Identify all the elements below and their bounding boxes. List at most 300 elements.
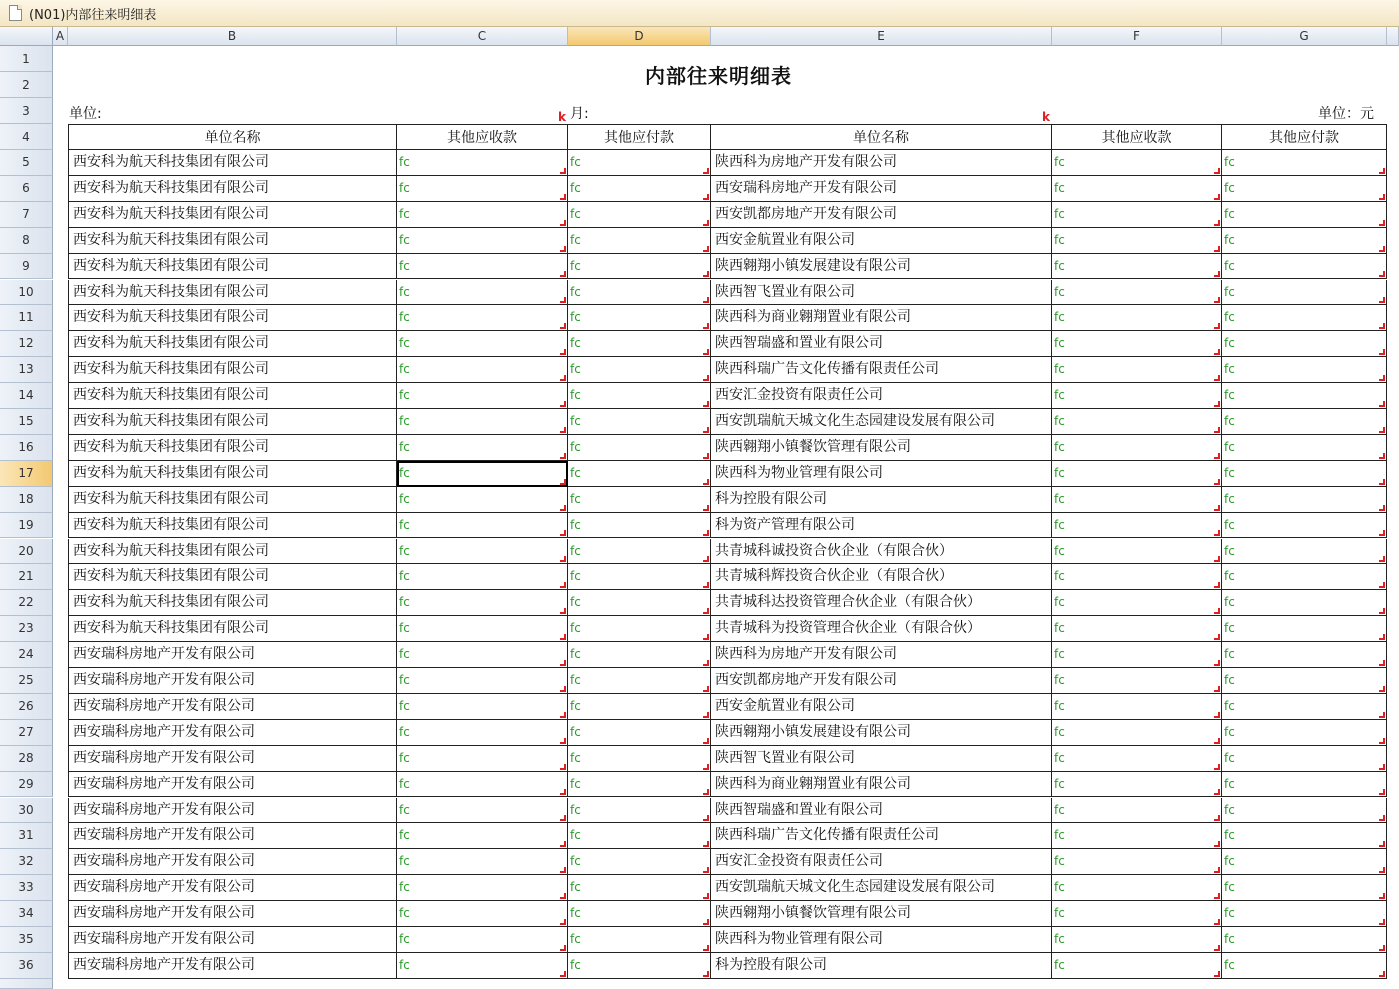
amount-cell[interactable] — [568, 383, 711, 409]
unit-name-cell[interactable]: 西安科为航天科技集团有限公司 — [68, 331, 397, 357]
counterparty-name-cell[interactable]: 陕西智瑞盛和置业有限公司 — [711, 798, 1052, 824]
amount-cell[interactable] — [568, 953, 711, 979]
comment-marker — [1214, 634, 1220, 640]
column-header-d[interactable]: D — [568, 27, 711, 46]
amount-cell[interactable] — [1052, 616, 1222, 642]
amount-cell[interactable] — [568, 409, 711, 435]
column-header-b[interactable]: B — [68, 27, 397, 46]
formula-text: fc — [1054, 388, 1065, 403]
comment-marker — [703, 815, 709, 821]
counterparty-name-cell[interactable]: 西安汇金投资有限责任公司 — [711, 383, 1052, 409]
comment-marker — [1379, 634, 1385, 640]
row-header-21[interactable]: 21 — [0, 564, 53, 590]
amount-cell[interactable] — [397, 927, 568, 953]
amount-cell[interactable] — [568, 305, 711, 331]
comment-marker — [1214, 815, 1220, 821]
amount-cell[interactable] — [397, 487, 568, 513]
amount-cell[interactable] — [1222, 280, 1387, 306]
unit-name-cell[interactable]: 西安科为航天科技集团有限公司 — [68, 539, 397, 565]
amount-cell[interactable] — [397, 772, 568, 798]
amount-cell[interactable] — [1222, 487, 1387, 513]
amount-cell[interactable] — [1052, 254, 1222, 280]
row-header-29[interactable]: 29 — [0, 772, 53, 798]
amount-cell[interactable] — [397, 798, 568, 824]
amount-cell[interactable] — [1222, 564, 1387, 590]
unit-name-cell[interactable]: 西安瑞科房地产开发有限公司 — [68, 668, 397, 694]
formula-text: fc — [399, 336, 410, 351]
formula-text: fc — [1224, 206, 1235, 221]
counterparty-name-cell[interactable]: 陕西翱翔小镇发展建设有限公司 — [711, 254, 1052, 280]
amount-cell[interactable] — [1052, 720, 1222, 746]
amount-cell[interactable] — [1052, 823, 1222, 849]
unit-name-cell[interactable]: 西安瑞科房地产开发有限公司 — [68, 823, 397, 849]
formula-text: fc — [399, 517, 410, 532]
counterparty-name-cell[interactable]: 陕西翱翔小镇发展建设有限公司 — [711, 720, 1052, 746]
amount-cell[interactable] — [1222, 150, 1387, 176]
comment-marker — [560, 220, 566, 226]
amount-cell[interactable] — [568, 202, 711, 228]
counterparty-name-cell[interactable]: 陕西智飞置业有限公司 — [711, 746, 1052, 772]
amount-cell[interactable] — [397, 409, 568, 435]
row-header-27[interactable]: 27 — [0, 720, 53, 746]
table-header-6: 其他应付款 — [1222, 124, 1387, 150]
amount-cell[interactable] — [397, 590, 568, 616]
amount-cell[interactable] — [1052, 953, 1222, 979]
unit-name-cell[interactable]: 西安科为航天科技集团有限公司 — [68, 409, 397, 435]
amount-cell[interactable] — [568, 513, 711, 539]
counterparty-name-cell[interactable]: 西安瑞科房地产开发有限公司 — [711, 176, 1052, 202]
formula-text: fc — [399, 802, 410, 817]
sheet-title: 内部往来明细表 — [645, 64, 792, 88]
formula-text: fc — [1054, 517, 1065, 532]
amount-cell[interactable] — [397, 823, 568, 849]
counterparty-name-cell[interactable]: 共青城科达投资管理合伙企业（有限合伙） — [711, 590, 1052, 616]
formula-text: fc — [399, 906, 410, 921]
row-header-28[interactable]: 28 — [0, 746, 53, 772]
counterparty-name-cell[interactable]: 陕西科为房地产开发有限公司 — [711, 642, 1052, 668]
amount-cell[interactable] — [568, 875, 711, 901]
row-header-32[interactable]: 32 — [0, 849, 53, 875]
formula-text: fc — [570, 932, 581, 946]
amount-cell[interactable] — [1052, 539, 1222, 565]
unit-name-cell[interactable]: 西安瑞科房地产开发有限公司 — [68, 849, 397, 875]
amount-cell[interactable] — [1052, 305, 1222, 331]
row-header-7[interactable]: 7 — [0, 202, 53, 228]
row-header-5[interactable]: 5 — [0, 150, 53, 176]
unit-name-cell[interactable]: 西安科为航天科技集团有限公司 — [68, 590, 397, 616]
amount-cell[interactable] — [1222, 539, 1387, 565]
amount-cell[interactable] — [1052, 564, 1222, 590]
formula-text: fc — [1224, 724, 1235, 739]
amount-cell[interactable] — [1222, 901, 1387, 927]
row-header-14[interactable]: 14 — [0, 383, 53, 409]
amount-cell[interactable] — [1052, 435, 1222, 461]
amount-cell[interactable] — [1222, 772, 1387, 798]
formula-text: fc — [570, 569, 581, 584]
row-header-34[interactable]: 34 — [0, 901, 53, 927]
formula-text: fc — [1224, 906, 1235, 921]
comment-marker — [560, 246, 566, 252]
row-header-23[interactable]: 23 — [0, 616, 53, 642]
comment-marker — [1214, 764, 1220, 770]
row-header-15[interactable]: 15 — [0, 409, 53, 435]
amount-cell[interactable] — [1222, 513, 1387, 539]
counterparty-name-cell[interactable]: 西安凯都房地产开发有限公司 — [711, 202, 1052, 228]
amount-cell[interactable] — [1052, 357, 1222, 383]
counterparty-name-cell[interactable]: 科为控股有限公司 — [711, 953, 1052, 979]
formula-text: fc — [1054, 932, 1065, 946]
column-header-c[interactable]: C — [397, 27, 568, 46]
amount-cell[interactable] — [1222, 720, 1387, 746]
amount-cell[interactable] — [1222, 176, 1387, 202]
amount-cell[interactable] — [1052, 150, 1222, 176]
amount-cell[interactable] — [1052, 798, 1222, 824]
amount-cell[interactable] — [397, 539, 568, 565]
amount-cell[interactable] — [1052, 280, 1222, 306]
amount-cell[interactable] — [1222, 305, 1387, 331]
amount-cell[interactable] — [397, 875, 568, 901]
row-header-12[interactable]: 12 — [0, 331, 53, 357]
amount-cell[interactable] — [568, 668, 711, 694]
row-header-3[interactable]: 3 — [0, 98, 53, 124]
formula-text: fc — [1054, 284, 1065, 299]
amount-cell[interactable] — [568, 150, 711, 176]
amount-cell[interactable] — [1222, 668, 1387, 694]
amount-cell[interactable] — [568, 746, 711, 772]
amount-cell[interactable] — [397, 435, 568, 461]
counterparty-name-cell[interactable]: 科为资产管理有限公司 — [711, 513, 1052, 539]
formula-text: fc — [399, 232, 410, 247]
unit-name-cell[interactable]: 西安瑞科房地产开发有限公司 — [68, 875, 397, 901]
counterparty-name-cell[interactable]: 陕西智瑞盛和置业有限公司 — [711, 331, 1052, 357]
formula-text: fc — [1054, 724, 1065, 739]
counterparty-name-cell[interactable]: 西安汇金投资有限责任公司 — [711, 849, 1052, 875]
amount-cell[interactable] — [1222, 616, 1387, 642]
row-header-18[interactable]: 18 — [0, 487, 53, 513]
amount-cell[interactable] — [568, 228, 711, 254]
comment-marker — [703, 582, 709, 588]
amount-cell[interactable] — [1222, 357, 1387, 383]
formula-text: fc — [570, 439, 581, 454]
currency-unit-label: 单位：元 — [1318, 106, 1374, 122]
amount-cell[interactable] — [1222, 849, 1387, 875]
amount-cell[interactable] — [1052, 694, 1222, 720]
comment-marker — [1379, 815, 1385, 821]
amount-cell[interactable] — [568, 694, 711, 720]
amount-cell[interactable] — [1052, 331, 1222, 357]
amount-cell[interactable] — [568, 616, 711, 642]
row-header-31[interactable]: 31 — [0, 823, 53, 849]
counterparty-name-cell[interactable]: 科为控股有限公司 — [711, 487, 1052, 513]
amount-cell[interactable] — [1222, 383, 1387, 409]
amount-cell[interactable] — [568, 720, 711, 746]
amount-cell[interactable] — [397, 564, 568, 590]
amount-cell[interactable] — [397, 694, 568, 720]
formula-text: fc — [1224, 543, 1235, 558]
amount-cell[interactable] — [1222, 642, 1387, 668]
counterparty-name-cell[interactable]: 共青城科为投资管理合伙企业（有限合伙） — [711, 616, 1052, 642]
amount-cell[interactable] — [1052, 409, 1222, 435]
amount-cell[interactable] — [397, 176, 568, 202]
month-label: 月: — [570, 106, 589, 122]
amount-cell[interactable] — [397, 280, 568, 306]
row-header-11[interactable]: 11 — [0, 305, 53, 331]
row-header-22[interactable]: 22 — [0, 590, 53, 616]
amount-cell[interactable] — [1052, 746, 1222, 772]
amount-cell[interactable] — [568, 331, 711, 357]
row-header-2[interactable]: 2 — [0, 72, 53, 98]
comment-marker — [560, 893, 566, 899]
amount-cell[interactable] — [1052, 901, 1222, 927]
counterparty-name-cell[interactable]: 西安凯瑞航天城文化生态园建设发展有限公司 — [711, 875, 1052, 901]
amount-cell[interactable] — [568, 849, 711, 875]
unit-name-cell[interactable]: 西安科为航天科技集团有限公司 — [68, 228, 397, 254]
formula-text: fc — [1224, 155, 1235, 169]
comment-marker — [1379, 608, 1385, 614]
amount-cell[interactable] — [397, 616, 568, 642]
comment-marker — [1214, 194, 1220, 200]
amount-cell[interactable] — [1222, 435, 1387, 461]
comment-marker — [1379, 297, 1385, 303]
unit-name-cell[interactable]: 西安瑞科房地产开发有限公司 — [68, 720, 397, 746]
comment-marker — [1379, 686, 1385, 692]
amount-cell[interactable] — [1222, 202, 1387, 228]
row-header-26[interactable]: 26 — [0, 694, 53, 720]
select-all-corner[interactable] — [0, 27, 53, 46]
unit-name-cell[interactable]: 西安科为航天科技集团有限公司 — [68, 176, 397, 202]
unit-name-cell[interactable]: 西安科为航天科技集团有限公司 — [68, 357, 397, 383]
formula-text: fc — [399, 854, 410, 869]
formula-text: fc — [1054, 543, 1065, 558]
row-header-24[interactable]: 24 — [0, 642, 53, 668]
unit-name-cell[interactable]: 西安瑞科房地产开发有限公司 — [68, 694, 397, 720]
amount-cell[interactable] — [1222, 331, 1387, 357]
counterparty-name-cell[interactable]: 陕西科瑞广告文化传播有限责任公司 — [711, 823, 1052, 849]
amount-cell[interactable] — [397, 254, 568, 280]
amount-cell[interactable] — [397, 357, 568, 383]
amount-cell[interactable] — [568, 772, 711, 798]
amount-cell[interactable] — [1222, 590, 1387, 616]
comment-marker — [703, 427, 709, 433]
counterparty-name-cell[interactable]: 陕西智飞置业有限公司 — [711, 280, 1052, 306]
formula-text: fc — [399, 414, 410, 428]
formula-text: fc — [570, 698, 581, 713]
comment-marker — [1379, 712, 1385, 718]
amount-cell[interactable] — [397, 901, 568, 927]
amount-cell[interactable] — [568, 564, 711, 590]
column-header-e[interactable]: E — [711, 27, 1052, 46]
unit-name-cell[interactable]: 西安科为航天科技集团有限公司 — [68, 616, 397, 642]
counterparty-name-cell[interactable]: 共青城科辉投资合伙企业（有限合伙） — [711, 564, 1052, 590]
row-header-13[interactable]: 13 — [0, 357, 53, 383]
unit-name-cell[interactable]: 西安瑞科房地产开发有限公司 — [68, 746, 397, 772]
comment-marker — [703, 168, 709, 174]
comment-marker — [560, 686, 566, 692]
amount-cell[interactable] — [568, 823, 711, 849]
amount-cell[interactable] — [1222, 875, 1387, 901]
row-header-36[interactable]: 36 — [0, 953, 53, 979]
column-header-g[interactable]: G — [1222, 27, 1387, 46]
formula-text: fc — [1224, 621, 1235, 636]
formula-text: fc — [399, 543, 410, 558]
amount-cell[interactable] — [1052, 202, 1222, 228]
formula-text: fc — [399, 362, 410, 377]
unit-name-cell[interactable]: 西安瑞科房地产开发有限公司 — [68, 953, 397, 979]
unit-name-cell[interactable]: 西安科为航天科技集团有限公司 — [68, 435, 397, 461]
table-header-2: 其他应收款 — [397, 124, 568, 150]
row-header-19[interactable]: 19 — [0, 513, 53, 539]
row-header-30[interactable]: 30 — [0, 798, 53, 824]
comment-marker — [703, 867, 709, 873]
amount-cell[interactable] — [1052, 383, 1222, 409]
comment-marker — [703, 271, 709, 277]
amount-cell[interactable] — [1052, 176, 1222, 202]
amount-cell[interactable] — [1222, 953, 1387, 979]
row-header-1[interactable]: 1 — [0, 46, 53, 72]
amount-cell[interactable] — [1052, 642, 1222, 668]
row-header-16[interactable]: 16 — [0, 435, 53, 461]
amount-cell[interactable] — [1052, 772, 1222, 798]
counterparty-name-cell[interactable]: 共青城科诚投资合伙企业（有限合伙） — [711, 539, 1052, 565]
amount-cell[interactable] — [397, 849, 568, 875]
formula-text: fc — [570, 854, 581, 869]
unit-name-cell[interactable]: 西安科为航天科技集团有限公司 — [68, 305, 397, 331]
amount-cell[interactable] — [397, 202, 568, 228]
counterparty-name-cell[interactable]: 陕西科为物业管理有限公司 — [711, 461, 1052, 487]
amount-cell[interactable] — [397, 513, 568, 539]
formula-text: fc — [570, 258, 581, 273]
amount-cell[interactable] — [1052, 668, 1222, 694]
row-header-6[interactable]: 6 — [0, 176, 53, 202]
comment-marker — [1379, 841, 1385, 847]
amount-cell[interactable] — [397, 642, 568, 668]
amount-cell[interactable] — [568, 927, 711, 953]
unit-name-cell[interactable]: 西安科为航天科技集团有限公司 — [68, 254, 397, 280]
counterparty-name-cell[interactable]: 西安凯都房地产开发有限公司 — [711, 668, 1052, 694]
column-header-a[interactable]: A — [53, 27, 68, 46]
amount-cell[interactable] — [397, 953, 568, 979]
amount-cell[interactable] — [1222, 927, 1387, 953]
unit-name-cell[interactable]: 西安科为航天科技集团有限公司 — [68, 150, 397, 176]
amount-cell[interactable] — [1222, 228, 1387, 254]
row-header-33[interactable]: 33 — [0, 875, 53, 901]
comment-marker — [1379, 738, 1385, 744]
amount-cell[interactable] — [1222, 461, 1387, 487]
unit-name-cell[interactable]: 西安科为航天科技集团有限公司 — [68, 383, 397, 409]
unit-name-cell[interactable]: 西安科为航天科技集团有限公司 — [68, 564, 397, 590]
counterparty-name-cell[interactable]: 陕西翱翔小镇餐饮管理有限公司 — [711, 435, 1052, 461]
amount-cell[interactable] — [568, 901, 711, 927]
counterparty-name-cell[interactable]: 西安凯瑞航天城文化生态园建设发展有限公司 — [711, 409, 1052, 435]
unit-name-cell[interactable]: 西安科为航天科技集团有限公司 — [68, 202, 397, 228]
amount-cell[interactable] — [1222, 254, 1387, 280]
unit-name-cell[interactable]: 西安瑞科房地产开发有限公司 — [68, 901, 397, 927]
counterparty-name-cell[interactable]: 陕西科为物业管理有限公司 — [711, 927, 1052, 953]
unit-name-cell[interactable]: 西安科为航天科技集团有限公司 — [68, 487, 397, 513]
selected-cell-d17[interactable] — [397, 461, 568, 487]
amount-cell[interactable] — [1052, 487, 1222, 513]
counterparty-name-cell[interactable]: 陕西科为商业翱翔置业有限公司 — [711, 772, 1052, 798]
amount-cell[interactable] — [397, 305, 568, 331]
unit-name-cell[interactable]: 西安科为航天科技集团有限公司 — [68, 280, 397, 306]
column-header-f[interactable]: F — [1052, 27, 1222, 46]
row-header-35[interactable]: 35 — [0, 927, 53, 953]
row-header-8[interactable]: 8 — [0, 228, 53, 254]
amount-cell[interactable] — [1052, 927, 1222, 953]
amount-cell[interactable] — [397, 228, 568, 254]
comment-marker — [703, 453, 709, 459]
formula-text: fc — [399, 180, 410, 195]
unit-name-cell[interactable]: 西安瑞科房地产开发有限公司 — [68, 642, 397, 668]
formula-text: fc — [399, 206, 410, 221]
amount-cell[interactable] — [1052, 461, 1222, 487]
amount-cell[interactable] — [568, 798, 711, 824]
amount-cell[interactable] — [1052, 513, 1222, 539]
amount-cell[interactable] — [1052, 849, 1222, 875]
amount-cell[interactable] — [568, 280, 711, 306]
comment-marker — [703, 246, 709, 252]
counterparty-name-cell[interactable]: 西安金航置业有限公司 — [711, 228, 1052, 254]
comment-marker — [703, 297, 709, 303]
row-header-17[interactable]: 17 — [0, 461, 53, 487]
amount-cell[interactable] — [1222, 746, 1387, 772]
counterparty-name-cell[interactable]: 西安金航置业有限公司 — [711, 694, 1052, 720]
row-header-9[interactable]: 9 — [0, 254, 53, 280]
amount-cell[interactable] — [397, 383, 568, 409]
amount-cell[interactable] — [568, 642, 711, 668]
unit-name-cell[interactable]: 西安瑞科房地产开发有限公司 — [68, 927, 397, 953]
amount-cell[interactable] — [568, 590, 711, 616]
counterparty-name-cell[interactable]: 陕西翱翔小镇餐饮管理有限公司 — [711, 901, 1052, 927]
amount-cell[interactable] — [568, 461, 711, 487]
amount-cell[interactable] — [397, 150, 568, 176]
amount-cell[interactable] — [1222, 409, 1387, 435]
counterparty-name-cell[interactable]: 陕西科为房地产开发有限公司 — [711, 150, 1052, 176]
amount-cell[interactable] — [568, 435, 711, 461]
comment-marker — [1214, 246, 1220, 252]
unit-name-cell[interactable]: 西安科为航天科技集团有限公司 — [68, 461, 397, 487]
amount-cell[interactable] — [1222, 798, 1387, 824]
unit-name-cell[interactable]: 西安瑞科房地产开发有限公司 — [68, 798, 397, 824]
unit-name-cell[interactable]: 西安瑞科房地产开发有限公司 — [68, 772, 397, 798]
counterparty-name-cell[interactable]: 陕西科为商业翱翔置业有限公司 — [711, 305, 1052, 331]
comment-marker — [1214, 660, 1220, 666]
row-header-4[interactable]: 4 — [0, 124, 53, 150]
amount-cell[interactable] — [1222, 823, 1387, 849]
amount-cell[interactable] — [1052, 228, 1222, 254]
row-header-20[interactable]: 20 — [0, 539, 53, 565]
unit-name-cell[interactable]: 西安科为航天科技集团有限公司 — [68, 513, 397, 539]
amount-cell[interactable] — [1052, 590, 1222, 616]
comment-marker — [560, 582, 566, 588]
amount-cell[interactable] — [1222, 694, 1387, 720]
comment-marker — [703, 505, 709, 511]
amount-cell[interactable] — [397, 668, 568, 694]
amount-cell[interactable] — [568, 487, 711, 513]
row-header-25[interactable]: 25 — [0, 668, 53, 694]
amount-cell[interactable] — [397, 331, 568, 357]
amount-cell[interactable] — [1052, 875, 1222, 901]
amount-cell[interactable] — [568, 539, 711, 565]
amount-cell[interactable] — [568, 254, 711, 280]
row-header-10[interactable]: 10 — [0, 280, 53, 306]
amount-cell[interactable] — [397, 746, 568, 772]
counterparty-name-cell[interactable]: 陕西科瑞广告文化传播有限责任公司 — [711, 357, 1052, 383]
amount-cell[interactable] — [568, 357, 711, 383]
amount-cell[interactable] — [397, 720, 568, 746]
amount-cell[interactable] — [568, 176, 711, 202]
comment-marker — [703, 764, 709, 770]
